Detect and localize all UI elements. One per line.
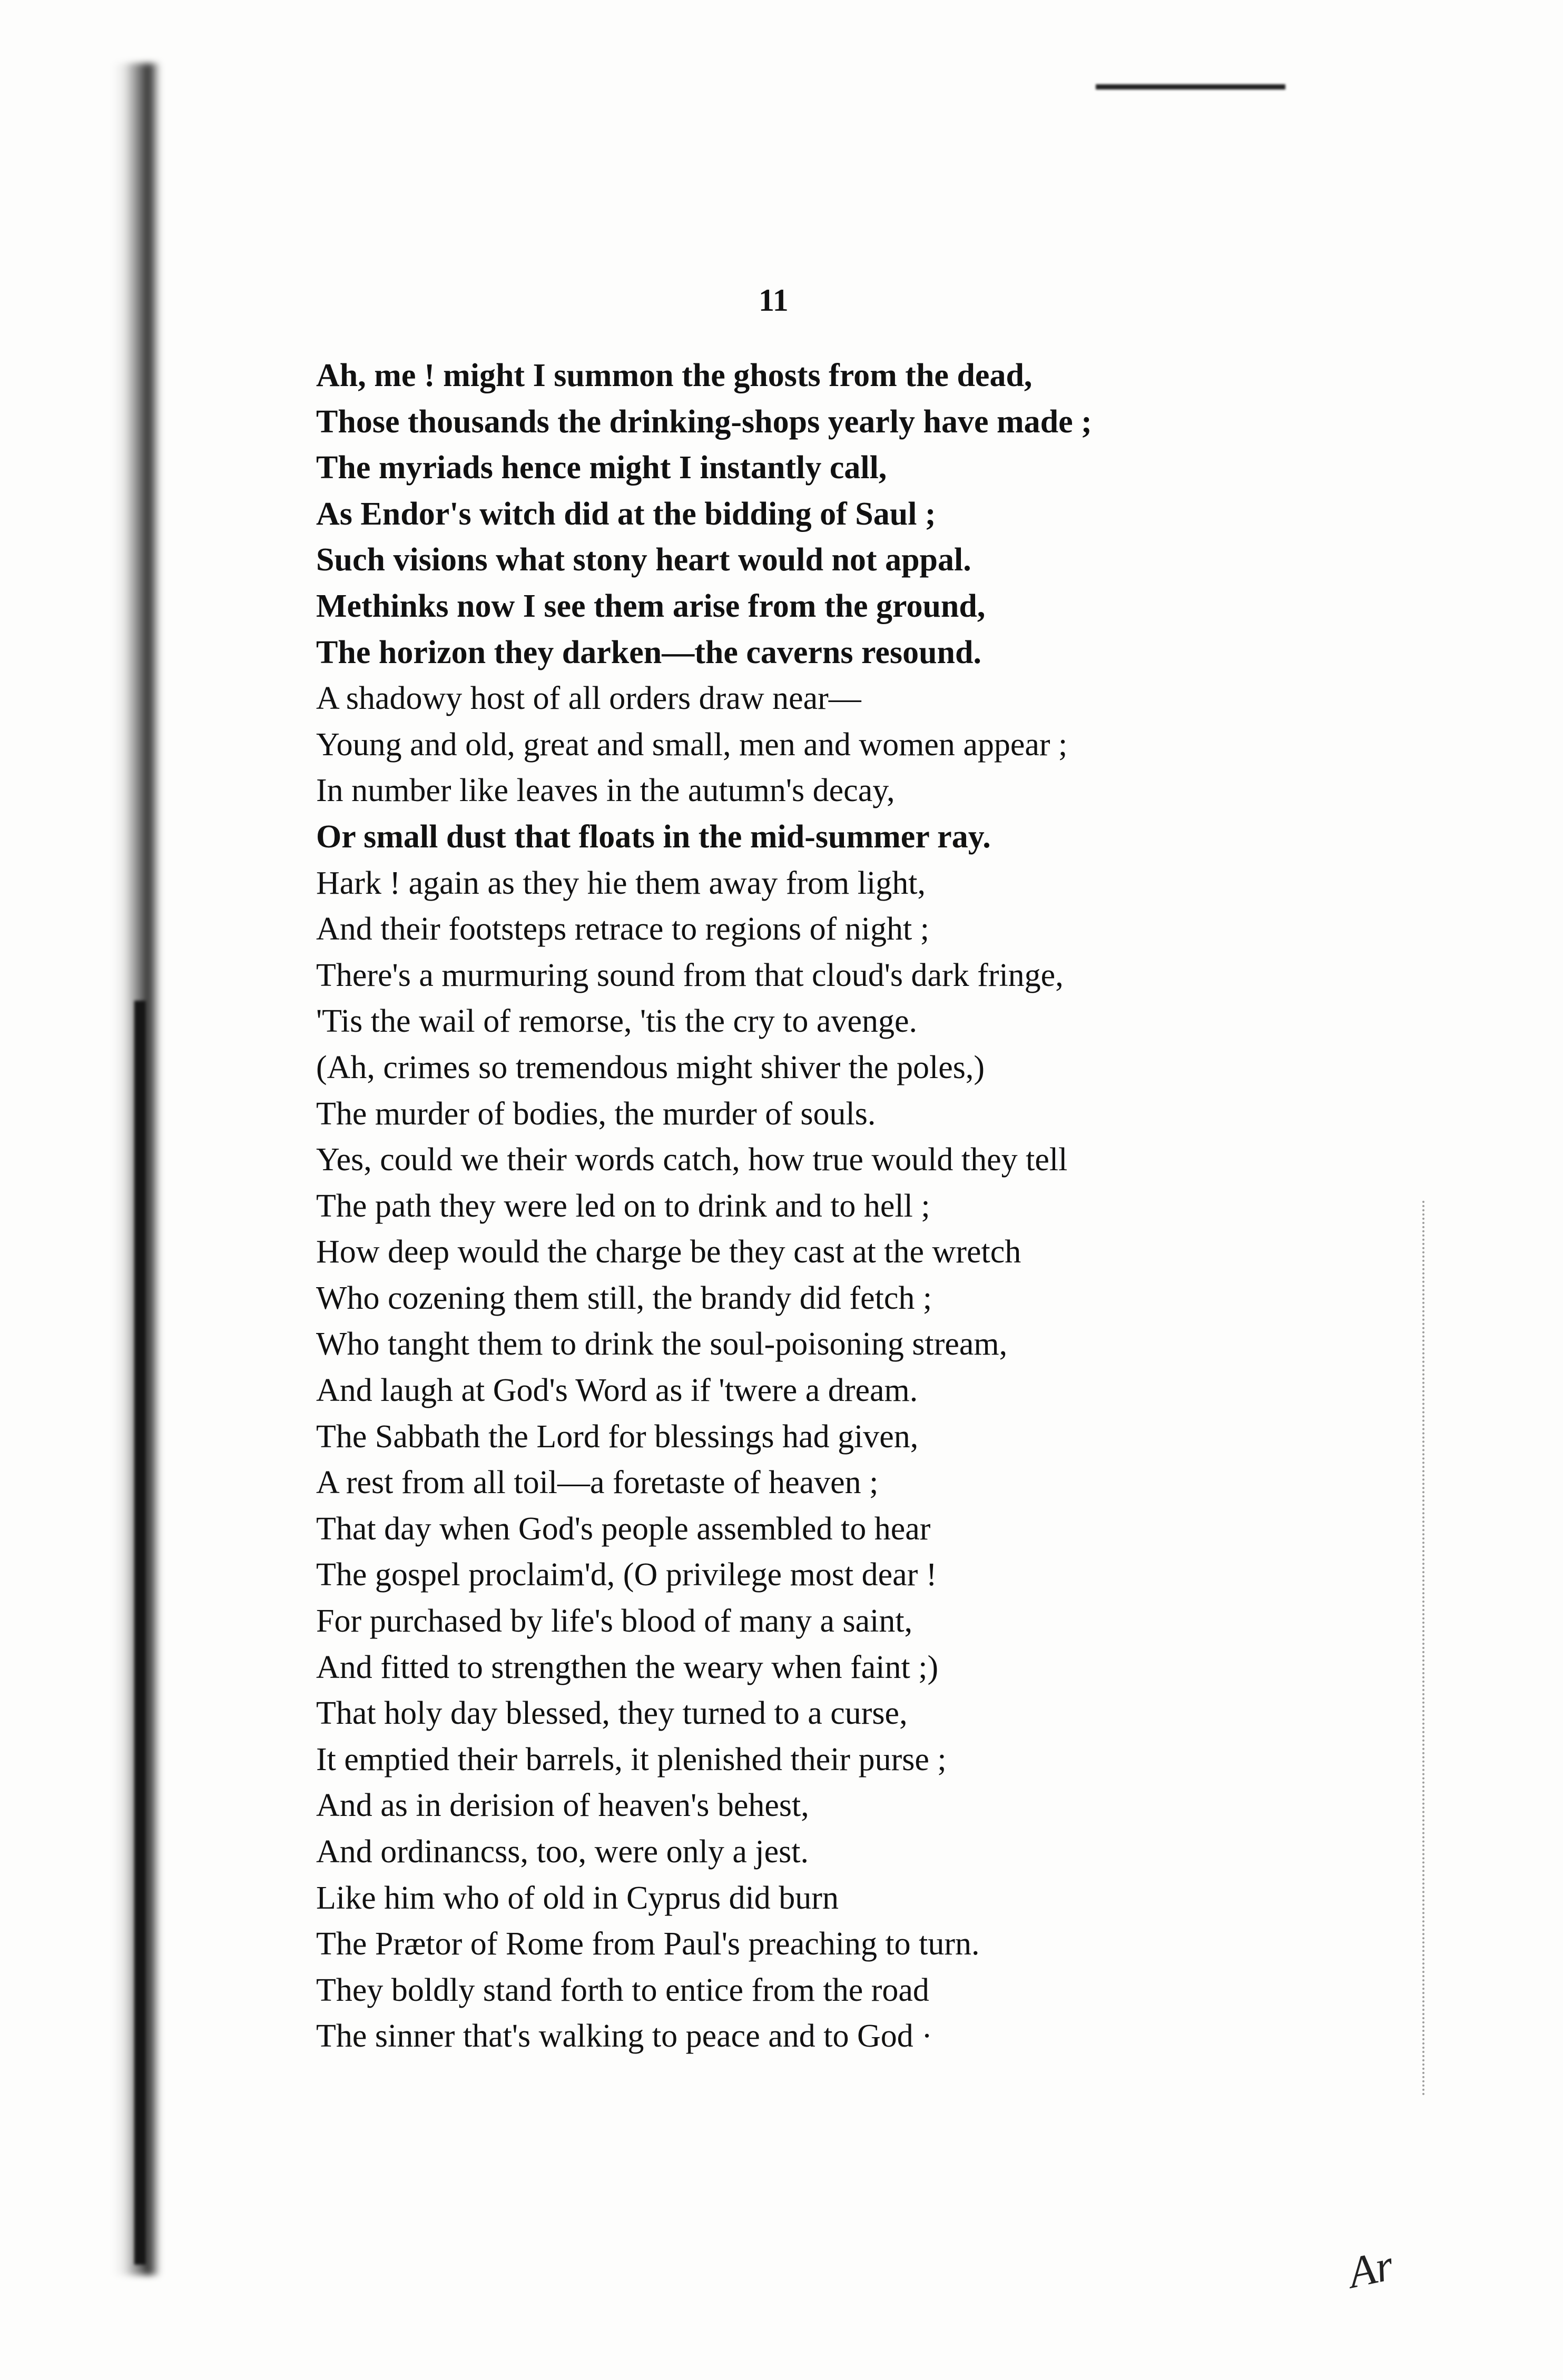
poem-line: The path they were led on to drink and to hell ; [316,1188,930,1224]
poem-line: As Endor's witch did at the bidding of Saul ; [316,496,936,532]
poem-text [316,353,1317,2060]
poem-line: A shadowy host of all orders draw near— [316,680,861,717]
poem-line: Like him who of old in Cyprus did burn [316,1880,839,1916]
right-edge-speckle [1422,1201,1429,2096]
poem-line: How deep would the charge be they cast at the wretch [316,1234,1021,1270]
poem-line: The myriads hence might I instantly call, [316,450,887,486]
poem-line: And as in derision of heaven's behest, [316,1788,809,1824]
poem-line: Young and old, great and small, men and women appear ; [316,726,1068,763]
poem-line: Those thousands the drinking-shops yearly have made ; [316,403,1092,440]
poem-line: And ordinancss, too, were only a jest. [316,1834,809,1870]
poem-line: And fitted to strengthen the weary when faint ;) [316,1649,939,1685]
page-number: 11 [759,283,789,318]
poem-line: They boldly stand forth to entice from the road [316,1972,929,2008]
poem-line: And laugh at God's Word as if 'twere a dream. [316,1372,918,1409]
poem-line: That holy day blessed, they turned to a curse, [316,1695,908,1732]
poem-line: The Sabbath the Lord for blessings had given, [316,1418,919,1455]
poem-line: Such visions what stony heart would not appal. [316,542,971,578]
binding-edge [134,1001,146,2265]
poem-line: The sinner that's walking to peace and to God · [316,2018,932,2055]
poem-line: Or small dust that floats in the mid-summer ray. [316,818,991,855]
poem-line: Who tanght them to drink the soul-poisoning stream, [316,1326,1008,1362]
poem-line: That day when God's people assembled to hear [316,1510,931,1547]
poem-line: The gospel proclaim'd, (O privilege most dear ! [316,1557,937,1593]
handwritten-signature: Ar [1344,2240,1398,2298]
poem-line: Yes, could we their words catch, how true would they tell [316,1142,1068,1178]
poem-line: For purchased by life's blood of many a saint, [316,1603,913,1640]
poem-line: (Ah, crimes so tremendous might shiver the poles,) [316,1049,985,1085]
poem-line: Methinks now I see them arise from the ground, [316,588,986,624]
top-rule-mark [1096,84,1285,90]
poem-line: In number like leaves in the autumn's decay, [316,773,895,809]
poem-line: The Prætor of Rome from Paul's preaching to turn. [316,1926,980,1962]
poem-line: It emptied their barrels, it plenished their purse ; [316,1741,947,1777]
poem-line: The murder of bodies, the murder of souls. [316,1095,876,1132]
poem-line: There's a murmuring sound from that cloud's dark fringe, [316,957,1064,993]
poem-line: Ah, me ! might I summon the ghosts from the dead, [316,358,1033,393]
poem-line: The horizon they darken—the caverns resound. [316,634,982,670]
poem-line: And their footsteps retrace to regions of night ; [316,911,929,947]
poem-line: 'Tis the wail of remorse, 'tis the cry to avenge. [316,1003,917,1040]
poem-line: A rest from all toil—a foretaste of heaven ; [316,1465,879,1501]
poem-line: Hark ! again as they hie them away from light, [316,865,926,901]
poem-line: Who cozening them still, the brandy did fetch ; [316,1280,932,1316]
